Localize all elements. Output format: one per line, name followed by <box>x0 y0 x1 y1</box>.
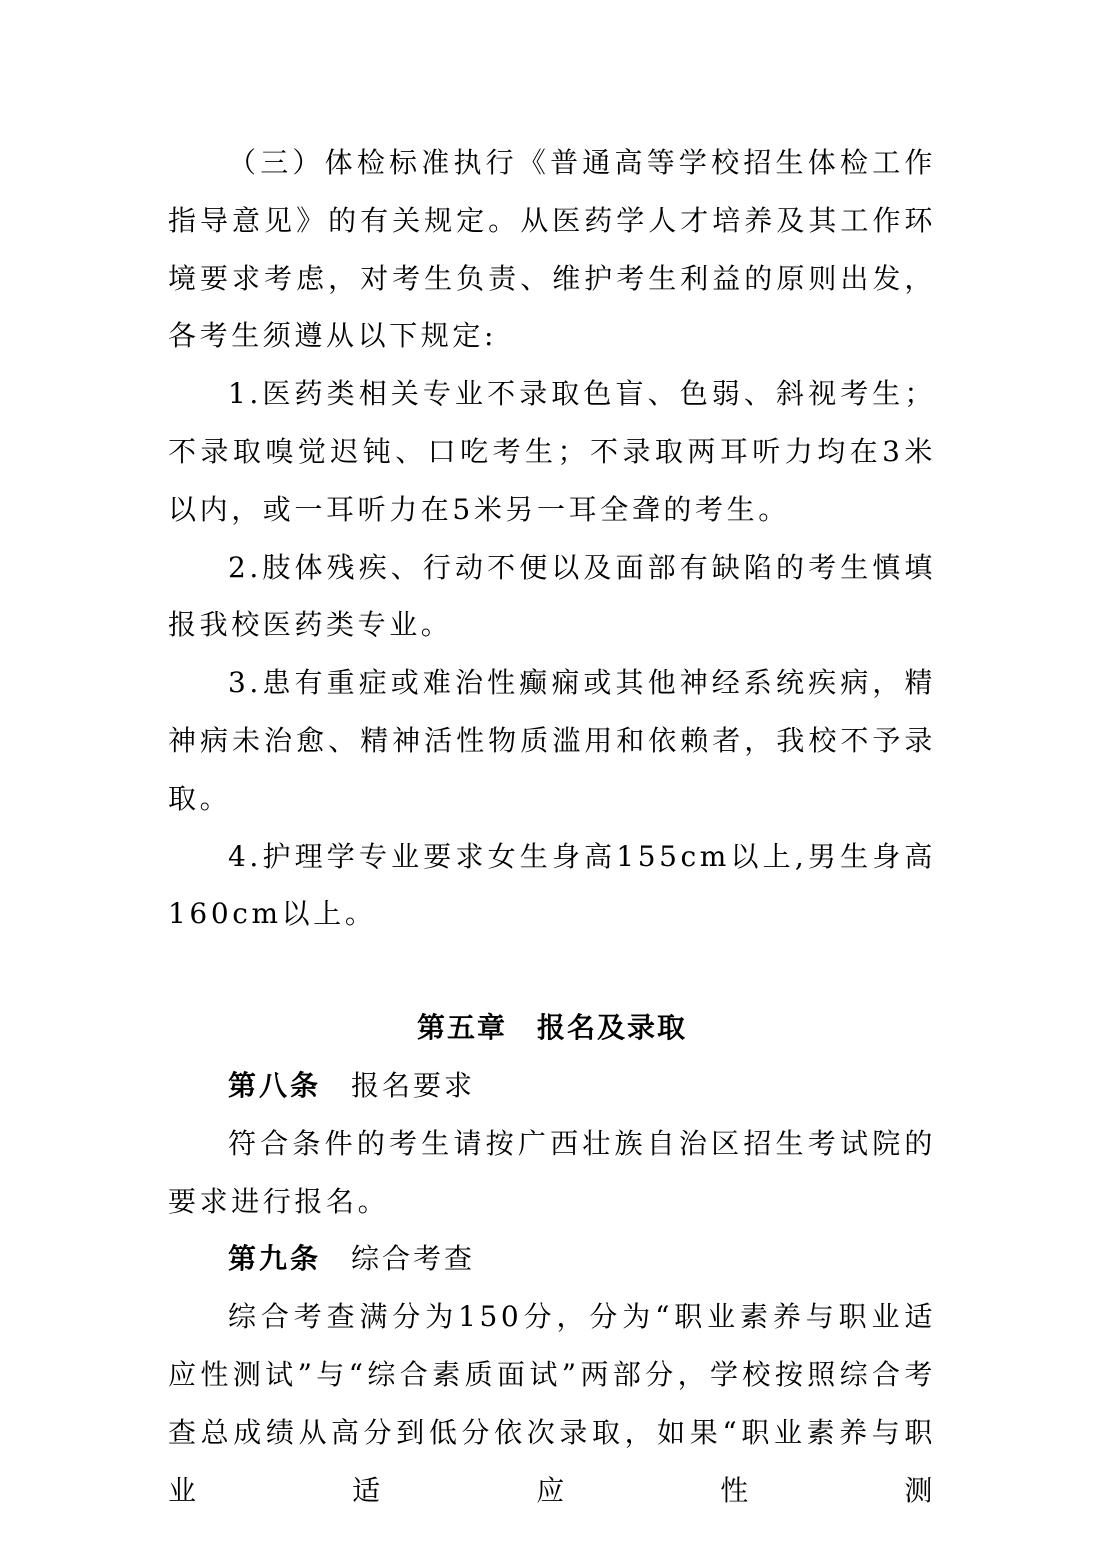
paragraph-rule-1: 1.医药类相关专业不录取色盲、色弱、斜视考生；不录取嗅觉迟钝、口吃考生；不录取两耳听力均在3米以内，或一耳听力在5米另一耳全聋的考生。 <box>168 377 936 526</box>
article-8-number: 第八条 <box>228 1068 322 1102</box>
paragraph-physical-exam-standard: （三）体检标准执行《普通高等学校招生体检工作指导意见》的有关规定。从医药学人才培养及其工作环境要求考虑，对考生负责、维护考生利益的原则出发，各考生须遵从以下规定: <box>168 146 936 353</box>
article-9-heading <box>168 1230 936 1288</box>
document-page <box>168 134 936 1519</box>
article-8-title: 报名要求 <box>351 1068 476 1102</box>
paragraph-rule-4: 4.护理学专业要求女生身高155cm以上,男生身高160cm以上。 <box>168 839 936 931</box>
article-8-body: 符合条件的考生请按广西壮族自治区招生考试院的要求进行报名。 <box>168 1126 936 1218</box>
article-9-number: 第九条 <box>228 1242 322 1276</box>
article-8-heading <box>168 1057 936 1115</box>
paragraph-rule-3: 3.患有重症或难治性癫痫或其他神经系统疾病，精神病未治愈、精神活性物质滥用和依赖者，我校不予录取。 <box>168 666 936 815</box>
chapter-heading: 第五章 报名及录取 <box>416 1011 687 1045</box>
article-9-title: 综合考查 <box>351 1242 476 1276</box>
article-9-body: 综合考查满分为150分，分为“职业素养与职业适应性测试”与“综合素质面试”两部分，学校按照综合考查总成绩从高分到低分依次录取，如果“职业素养与职业适应性测 <box>168 1300 936 1507</box>
paragraph-rule-2: 2.肢体残疾、行动不便以及面部有缺陷的考生慎填报我校医药类专业。 <box>168 550 936 642</box>
